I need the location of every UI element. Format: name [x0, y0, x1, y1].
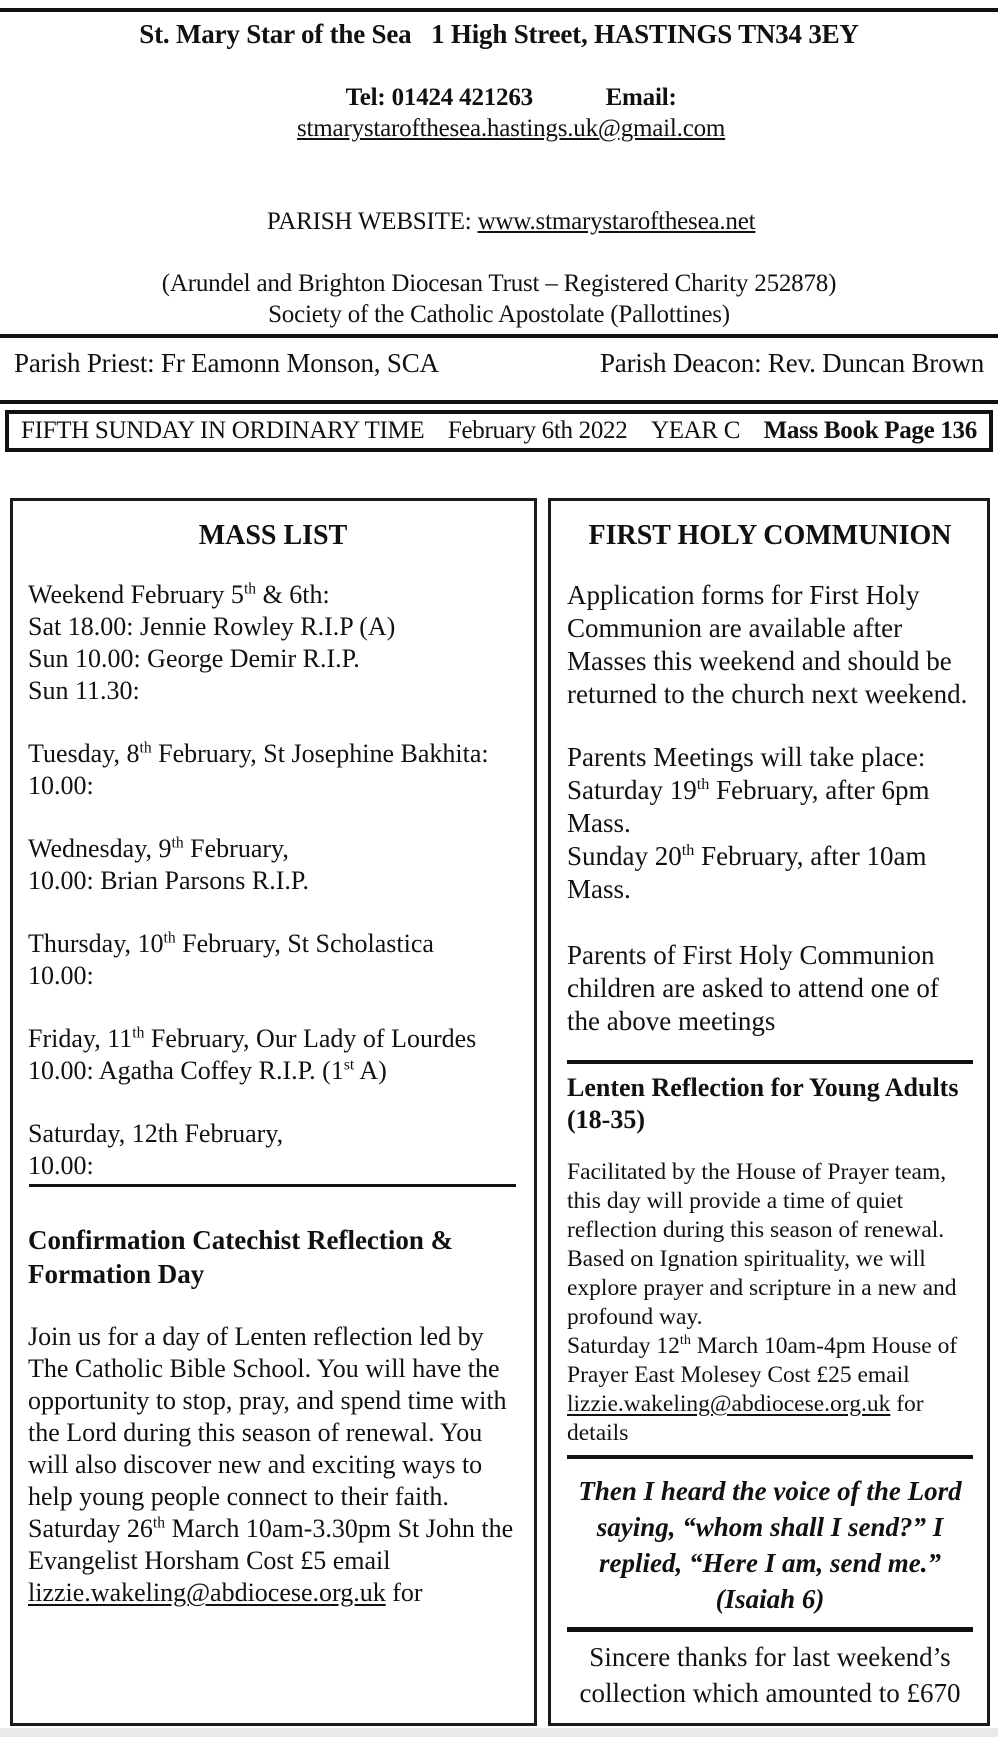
lenten-paragraph: [567, 1158, 973, 1448]
mass-list-heading: MASS LIST: [198, 520, 348, 551]
mass-line: 10.00:: [28, 1151, 94, 1180]
mass-line: 10.00:: [28, 961, 94, 990]
banner-date: February 6th 2022: [447, 417, 628, 444]
mass-line: Sat 18.00: Jennie Rowley R.I.P (A): [28, 612, 396, 641]
first-holy-communion-box: [548, 498, 990, 1726]
clergy-row: [0, 338, 998, 400]
phone-number: Tel: 01424 421263: [345, 84, 533, 111]
fhc-application-paragraph: Application forms for First Holy Communion are available after Masses this weekend and should be returned to the church next weekend.: [567, 580, 968, 709]
mass-entry-weekend: [28, 579, 518, 707]
lenten-heading: Lenten Reflection for Young Adults (18-35): [567, 1073, 959, 1134]
lenten-body: Facilitated by the House of Prayer team, this day will provide a time of quiet reflection during this season of renewal. Based on Ignation spirituality, we will explore prayer and scripture in a new and profound way.: [567, 1159, 957, 1330]
content-columns: [10, 498, 990, 1726]
lenten-bottom-rule: [567, 1455, 973, 1459]
website-link[interactable]: www.stmarystarofthesea.net: [477, 208, 756, 235]
fhc-meeting-1: Saturday 19th February, after 6pm Mass.: [567, 775, 930, 838]
quote-line: Then I heard the voice of the Lord: [578, 1476, 962, 1506]
banner-mass-book-page: Mass Book Page 136: [763, 417, 977, 444]
mass-line: Tuesday, 8th February, St Josephine Bakhita:: [28, 739, 489, 768]
contact-line: [10, 51, 988, 175]
fhc-heading: FIRST HOLY COMMUNION: [588, 520, 952, 551]
website-label: PARISH WEBSITE:: [266, 208, 478, 235]
quote-line: saying, “whom shall I send?” I: [596, 1512, 944, 1542]
mass-list-end-rule: [29, 1184, 516, 1187]
mass-line: Wednesday, 9th February,: [28, 834, 289, 863]
banner-year: YEAR C: [650, 417, 741, 444]
mass-line: 10.00:: [28, 771, 94, 800]
lenten-event[interactable]: Saturday 12th March 10am-4pm House of Prayer East Molesey Cost £25 email lizzie.wakeling@abdiocese.org.uk for details: [567, 1332, 958, 1446]
parish-header: [0, 12, 998, 334]
page-bottom-strip: [0, 1728, 998, 1737]
quote-bottom-rule: [567, 1627, 973, 1632]
parish-title: St. Mary Star of the Sea 1 High Street, HASTINGS TN34 3EY: [139, 19, 859, 49]
scripture-quote: [567, 1473, 973, 1617]
confirmation-paragraph: [28, 1321, 518, 1609]
fhc-meetings-intro: Parents Meetings will take place:: [567, 742, 926, 772]
mass-line: Friday, 11th February, Our Lady of Lourdes: [28, 1024, 477, 1053]
sunday-banner: [5, 410, 993, 452]
mass-entry-saturday: [28, 1118, 518, 1182]
lenten-top-rule: [567, 1060, 973, 1064]
confirmation-event[interactable]: Saturday 26th March 10am-3.30pm St John the Evangelist Horsham Cost £5 email lizzie.wakeling@abdiocese.org.uk for: [28, 1514, 514, 1607]
banner-title: FIFTH SUNDAY IN ORDINARY TIME: [21, 417, 425, 444]
quote-line: replied, “Here I am, send me.”: [599, 1548, 941, 1578]
quote-citation: (Isaiah 6): [715, 1584, 825, 1614]
mass-line: Saturday, 12th February,: [28, 1119, 284, 1148]
charity-line: (Arundel and Brighton Diocesan Trust – Registered Charity 252878): [161, 270, 837, 297]
fhc-meetings-paragraph: [567, 741, 973, 906]
mass-entry-tuesday: [28, 738, 518, 802]
mass-line: Sun 11.30:: [28, 676, 140, 705]
mass-line: 10.00: Brian Parsons R.I.P.: [28, 866, 309, 895]
fhc-attend-paragraph: Parents of First Holy Communion children are asked to attend one of the above meetings: [567, 940, 939, 1036]
mass-entry-friday: [28, 1023, 518, 1087]
mass-line: Thursday, 10th February, St Scholastica: [28, 929, 434, 958]
confirmation-body: Join us for a day of Lenten reflection led by The Catholic Bible School. You will have the opportunity to stop, pray, and spend time with the Lord during this season of renewal. You will also discover new and exciting ways to help young people connect to their faith.: [28, 1322, 507, 1511]
mass-list-box: [10, 498, 537, 1726]
society-line: Society of the Catholic Apostolate (Pallottines): [268, 301, 730, 328]
mass-line: Sun 10.00: George Demir R.I.P.: [28, 644, 360, 673]
email-link[interactable]: stmarystarofthesea.hastings.uk@gmail.com: [297, 115, 726, 142]
fhc-meeting-2: Sunday 20th February, after 10am Mass.: [567, 841, 927, 904]
mass-line: 10.00: Agatha Coffey R.I.P. (1st A): [28, 1056, 387, 1085]
confirmation-heading: Confirmation Catechist Reflection & Formation Day: [28, 1225, 454, 1289]
email-label: Email:: [605, 84, 677, 111]
mass-entry-wednesday: [28, 833, 518, 897]
clergy-divider-rule: [0, 400, 998, 404]
mass-entry-thursday: [28, 928, 518, 992]
website-line: [10, 175, 988, 268]
mass-line: Weekend February 5th & 6th:: [28, 580, 330, 609]
parish-priest: Parish Priest: Fr Eamonn Monson, SCA: [14, 348, 439, 378]
collection-thanks: Sincere thanks for last weekend’s collection which amounted to £670: [579, 1642, 961, 1708]
parish-deacon: Parish Deacon: Rev. Duncan Brown: [599, 348, 984, 378]
